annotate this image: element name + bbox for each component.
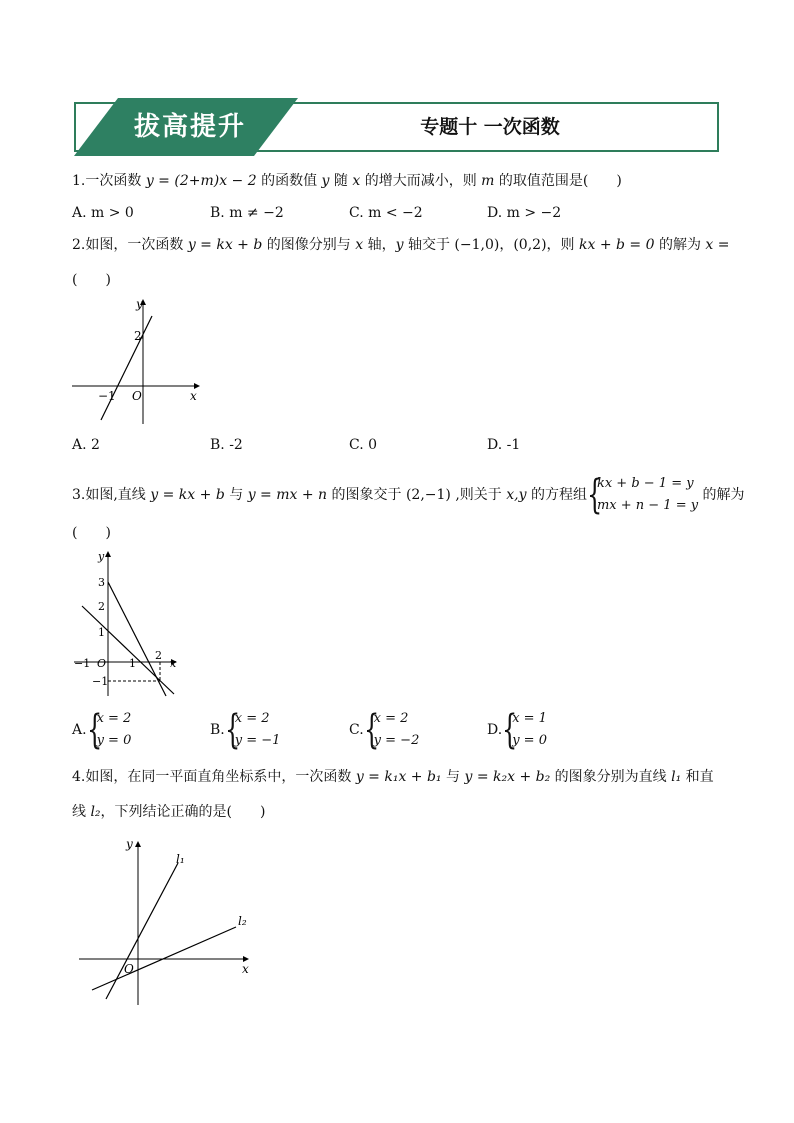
q4-graph	[76, 835, 256, 1007]
q1-option-d[interactable]: D. m > −2	[487, 205, 562, 221]
section-tag: 拔高提升	[133, 112, 246, 142]
q3-x-tick-2: 2	[155, 649, 162, 662]
question-2: 2.如图，一次函数 y = kx + b 的图像分别与 x 轴，y 轴交于 (−1,0)，(0,2)，则 kx + b = 0 的解为 x =	[72, 237, 730, 253]
q4-l2-label: l₂	[238, 914, 247, 928]
q4-x-axis-label: x	[242, 962, 249, 976]
q3-y-tick-1: 1	[98, 626, 105, 639]
question-4-line2: 线 l₂，下列结论正确的是( )	[72, 804, 266, 820]
question-3-blank: ( )	[72, 525, 111, 541]
q3-origin-label: O	[97, 657, 107, 670]
q3-option-d[interactable]: D. { x = 1 y = 0	[487, 707, 547, 753]
q2-y-axis-label: y	[136, 297, 143, 311]
q2-y-tick-label: 2	[134, 329, 142, 343]
q3-x-tick-1: 1	[129, 657, 136, 670]
q4-origin-label: O	[124, 962, 134, 976]
q2-option-d[interactable]: D. -1	[487, 437, 521, 453]
q2-option-c[interactable]: C. 0	[349, 437, 378, 453]
q3-x-axis-label: x	[170, 657, 177, 670]
q3-option-c[interactable]: C. { x = 2 y = −2	[349, 707, 420, 753]
q1-option-c[interactable]: C. m < −2	[349, 205, 423, 221]
q2-graph	[70, 296, 205, 426]
q2-option-a[interactable]: A. 2	[72, 437, 100, 453]
q3-y-tick-3: 3	[98, 576, 105, 589]
q2-function-line	[101, 316, 152, 420]
q3-y-tick-2: 2	[98, 600, 105, 613]
question-4: 4.如图，在同一平面直角坐标系中，一次函数 y = k₁x + b₁ 与 y = k₂x + b₂ 的图象分别为直线 l₁ 和直	[72, 769, 714, 785]
q2-origin-label: O	[132, 389, 142, 403]
question-3: 3.如图,直线 y = kx + b 与 y = mx + n 的图象交于 (2,−1) ,则关于 x,y 的方程组 { kx + b − 1 = y mx + n − 1 = y 的解为	[72, 472, 745, 518]
q4-y-axis-label: y	[126, 837, 133, 851]
page-title: 专题十 一次函数	[420, 116, 560, 138]
q3-y-tick-neg1: −1	[92, 675, 109, 688]
q4-l1-label: l₁	[176, 852, 185, 866]
q3-graph	[70, 548, 190, 698]
q3-equation-system: { kx + b − 1 = y mx + n − 1 = y	[586, 472, 699, 518]
q3-option-b[interactable]: B. { x = 2 y = −1	[210, 707, 281, 753]
q3-x-tick-neg1: −1	[74, 657, 91, 670]
q1-function: y = (2+m)x − 2	[145, 173, 257, 189]
q1-option-b[interactable]: B. m ≠ −2	[210, 205, 284, 221]
q2-x-tick-label: −1	[98, 389, 116, 403]
question-1: 1.一次函数 y = (2+m)x − 2 的函数值 y 随 x 的增大而减小，则 m 的取值范围是( )	[72, 173, 622, 189]
q2-option-b[interactable]: B. -2	[210, 437, 243, 453]
q2-x-axis-label: x	[190, 389, 197, 403]
q3-y-axis-label: y	[98, 550, 105, 563]
question-2-blank: ( )	[72, 272, 111, 288]
q1-option-a[interactable]: A. m > 0	[72, 205, 134, 221]
q3-option-a[interactable]: A. { x = 2 y = 0	[72, 707, 132, 753]
